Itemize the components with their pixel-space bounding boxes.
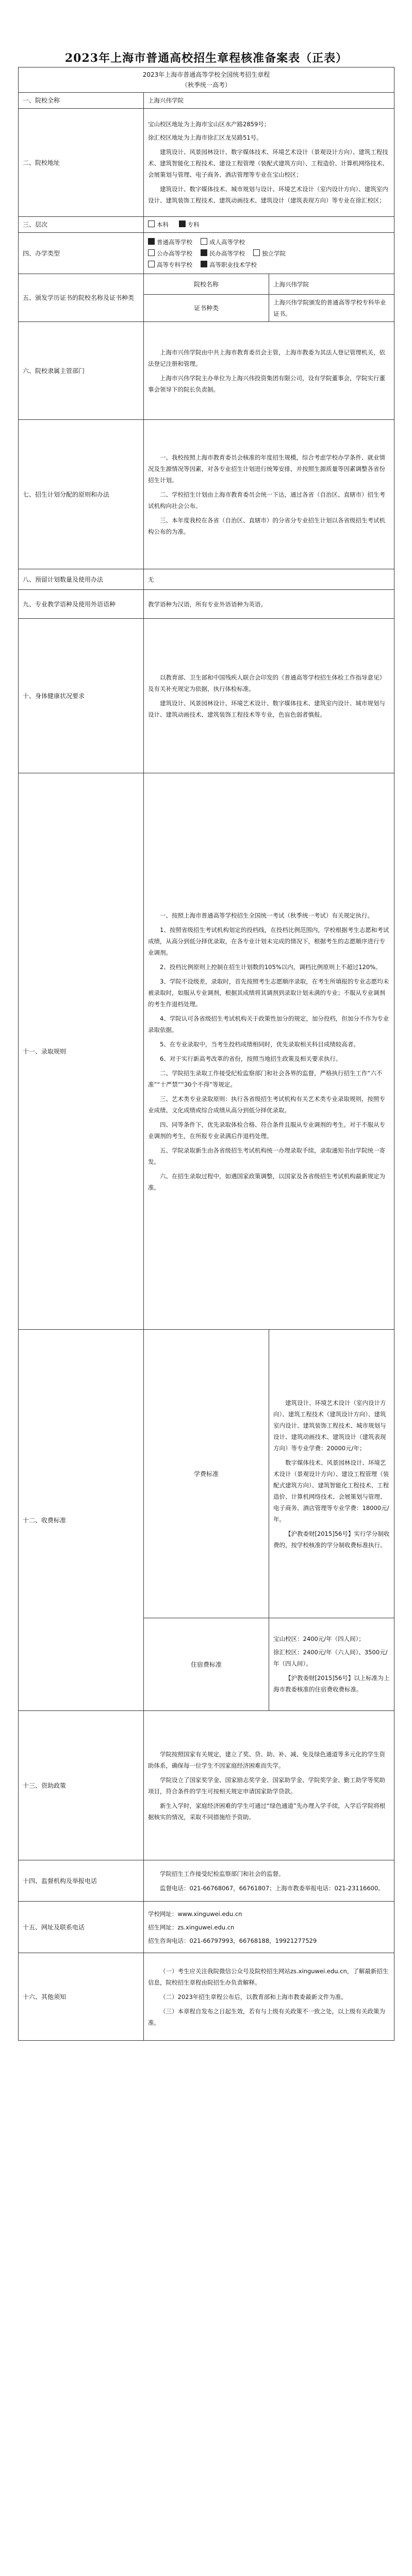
address-para: 建筑设计、数字媒体技术、城市规划与设计、环境艺术设计（室内设计方向）、建筑室内设计、建筑装饰工程技术、建筑动画技术、建筑设计（建筑表现方向）等专业在徐汇校区； [148, 185, 388, 204]
aid-para: 新生入学时，家庭经济困难的学生可通过“绿色通道”先办理入学手续，入学后学院将根据核实的情况，采取不同措施给予资助。 [148, 1802, 386, 1821]
value-reserve: 无 [144, 569, 394, 590]
value-school-name: 上海兴伟学院 [144, 93, 394, 109]
tuition-para: 数字媒体技术、风景园林设计、环境艺术设计（景观设计方向）、建设工程管理（装配式建筑方向）、建筑智能化工程技术、工程造价、计算机网络技术、会展策划与管理、电子商务、酒店管理等专业学费：18000元/年。 [273, 1459, 389, 1523]
header-line-2: （秋季统一高考） [181, 81, 231, 89]
aid-para: 学院按照国家有关规定，建立了奖、贷、助、补、减、免及绿色通道等多元化的学生资助体系，确保每一位学生不因家庭经济困难而失学。 [148, 1750, 385, 1769]
aid-para: 学院设立了国家奖学金、国家励志奖学金、国家助学金、学院奖学金、勤工助学等奖助项目，符合条件的学生可按相关规定申请国家助学贷款。 [148, 1776, 385, 1795]
label-school-name: 一、院校全称 [19, 93, 144, 109]
admission-para: 1、按照省级招生考试机构划定的投档线，在投档比例范围内，学校根据考生志愿和考试成绩，从高分到低分择优录取，在各专业计划未完成的情况下，根据考生的志愿顺序进行专业调剂。 [148, 926, 389, 956]
value-nature [144, 233, 394, 274]
address-para: 宝山校区地址为上海市宝山区水产路2859号； [148, 120, 270, 128]
contact-line: 学校网址：www.xinguwei.edu.cn [148, 1910, 242, 1918]
label-supervision: 十四、监督机构及举报电话 [19, 1860, 144, 1902]
admission-para: 3、学院不设级差，录取时，首先按照考生志愿顺序录取，在考生所填报的专业志愿均未被录取时，如服从专业调剂，根据其成绩将其调剂到录取计划未满的专业；不服从专业调剂的考生作退档处理。 [148, 977, 389, 1008]
label-nature: 四、办学类型 [19, 233, 144, 274]
supervisor-para: 上海市兴伟学院主办单位为上海兴伟投资集团有限公司，设有学院董事会，学院实行董事会领导下的院长负责制。 [148, 374, 385, 393]
admission-para: 4、学院认可各省级招生考试机构关于政策性加分的规定，加分投档，但加分不作为专业录取依据。 [148, 1014, 389, 1033]
label-aid: 十三、资助政策 [19, 1711, 144, 1860]
dorm-para: 徐汇校区：2400元/年（六人间）、3500元/年（四人间）。 [273, 1648, 388, 1667]
contact-line: 招生网址：zs.xinguwei.edu.cn [148, 1923, 235, 1931]
tuition-para: 建筑设计、环境艺术设计（室内设计方向）、建筑工程技术（建筑设计方向）、建筑室内设计、建筑装饰工程技术、城市规划与设计、建筑动画技术、建筑设计（建筑表现方向）等专业学费：20000元/年； [273, 1399, 386, 1452]
table-header [19, 67, 394, 93]
value-level [144, 217, 394, 233]
admission-para: 六、在招生录取过程中，如遇国家政策调整，以国家及各省级招生考试机构最新规定为准。 [148, 1172, 385, 1191]
admission-para: 6、对于实行新高考改革的省份，按照当地招生政策及相关要求执行。 [160, 1055, 342, 1062]
label-dorm: 住宿费标准 [144, 1618, 269, 1711]
label-foreign-language: 九、专业教学语种及使用外语语种 [19, 590, 144, 619]
checkbox-vocational: 高等职业技术学校 [201, 259, 257, 270]
label-cert-type: 证书种类 [144, 295, 269, 322]
checkbox-independent: 独立学院 [253, 248, 286, 259]
unchecked-box-icon [148, 221, 155, 227]
address-para: 建筑设计、风景园林设计、数字媒体技术、环境艺术设计（景观设计方向）、建筑工程技术、建筑智能化工程技术、建设工程管理（装配式建筑方向）、工程造价、计算机网络技术、会展策划与管理、电子商务、酒店管理等专业在宝山校区； [148, 148, 388, 178]
checkbox-adult-hei: 成人高等学校 [201, 236, 245, 248]
admission-para: 五、学院录取新生由各省级招生考试机构统一办理录取手续，录取通知书由学院统一寄发。 [148, 1146, 385, 1165]
label-cooperation: 五、颁发学历证书的院校名称及证书种类 [19, 274, 144, 322]
value-foreign-language: 教学语种为汉语，所有专业外语语种为英语。 [144, 590, 394, 619]
label-contact: 十五、网址及联系电话 [19, 1902, 144, 1953]
supervision-para: 监督电话：021-66768067，66761807；上海市教委举报电话：021-23116600。 [160, 1884, 384, 1892]
value-contact [144, 1902, 394, 1953]
checkbox-junior-college: 高等专科学校 [148, 259, 192, 270]
checked-box-icon [148, 238, 155, 245]
document-title: 2023年上海市普通高校招生章程核准备案表（正表） [64, 52, 348, 65]
header-line-1: 2023年上海市普通高等学校全国统考招生章程 [142, 71, 270, 78]
value-aid [144, 1711, 394, 1860]
tuition-para: 【沪教委财[2015]56号】实行学分制收费的，按学校核准的学分制收费标准执行。 [273, 1530, 390, 1549]
dorm-para: 宝山校区：2400元/年（四人间）； [273, 1635, 365, 1642]
admission-para: 5、在专业录取中，当考生投档成绩相同时，优先录取相关科目成绩较高者。 [160, 1040, 359, 1048]
health-para: 以教育部、卫生部和中国残疾人联合会印发的《普通高等学校招生体检工作指导意见》及有关补充规定为依据，执行体检标准。 [148, 673, 385, 692]
dorm-para: 【沪教委财[2015]56号】以上标准为上海市教委核准的住宿费收费标准。 [273, 1674, 390, 1693]
value-health [144, 619, 394, 773]
supervisor-para: 上海市兴伟学院由中共上海市教育委员会主管，上海市教委为其法人登记管理机关，依法登记注册和管理。 [148, 348, 385, 367]
other-para: （一）考生应关注我院微信公众号及院校招生网站zs.xinguwei.edu.cn，了解最新招生信息，院校招生章程由院招生办负责解释。 [148, 1967, 389, 1986]
label-level: 三、层次 [19, 217, 144, 233]
label-plan: 七、招生计划分配的原则和办法 [19, 420, 144, 569]
contact-line: 招生咨询电话：021-66797993，66768188，19921277529 [148, 1937, 317, 1944]
checkbox-public: 公办高等学校 [148, 248, 192, 259]
admission-para: 2、投档比例原则上控制在招生计划数的105%以内，调档比例原则上不超过120%。 [160, 963, 382, 971]
checkbox-regular-hei: 普通高等学校 [148, 236, 192, 248]
plan-para: 一、我校按照上海市教育委员会核准的年度招生规模，综合考虑学校办学条件、就业情况及生源情况等因素，对各专业招生计划进行统筹安排，并按照生源质量等因素调整各省份招生计划。 [148, 453, 385, 484]
label-other: 十六、其他须知 [19, 1953, 144, 2041]
checked-box-icon [179, 221, 186, 227]
label-reserve: 八、预留计划数量及使用办法 [19, 569, 144, 590]
value-admission [144, 773, 394, 1330]
checked-box-icon [201, 249, 207, 256]
unchecked-box-icon [253, 249, 260, 256]
unchecked-box-icon [148, 261, 155, 267]
unchecked-box-icon [201, 238, 207, 245]
value-tuition [269, 1330, 394, 1618]
label-supervisor: 六、院校隶属主管部门 [19, 322, 144, 420]
plan-para: 二、学校招生计划由上海市教育委员会统一下达，通过各省（自治区、直辖市）招生考试机构向社会公布。 [148, 490, 385, 510]
unchecked-box-icon [148, 249, 155, 256]
label-admission: 十一、录取规则 [19, 773, 144, 1330]
admission-para: 三、艺术类专业录取原则：执行各省级招生考试机构有关艺术类专业录取规则，按照专业成绩、文化成绩或综合成绩从高分到低分择优录取。 [148, 1095, 385, 1114]
health-para: 建筑设计、风景园林设计、环境艺术设计、数字媒体技术、建筑室内设计、城市规划与设计、建筑动画技术、建筑装饰工程技术等专业，色盲色弱者慎报。 [148, 699, 385, 718]
admission-para: 四、同等条件下，优先录取体检合格、符合条件且服从专业调剂的考生。对于不服从专业调剂的考生，在所报专业录满后作退档处理。 [148, 1121, 385, 1140]
filing-table [18, 67, 394, 2041]
value-cert-type: 上海兴伟学院颁发的普通高等学校专科毕业证书。 [269, 295, 394, 322]
label-cert-school: 院校名称 [144, 274, 269, 295]
value-cert-school: 上海兴伟学院 [269, 274, 394, 295]
value-dorm [269, 1618, 394, 1711]
value-other [144, 1953, 394, 2041]
value-plan [144, 420, 394, 569]
supervision-para: 学院招生工作接受纪检监察部门和社会的监督。 [160, 1870, 285, 1877]
admission-para: 二、学院招生录取工作接受纪检监察部门和社会各界的监督，严格执行招生工作“六不准”“十严禁”“30个不得”等规定。 [148, 1069, 383, 1088]
value-supervisor [144, 322, 394, 420]
checked-box-icon [201, 261, 207, 267]
label-fees: 十二、收费标准 [19, 1330, 144, 1711]
label-tuition: 学费标准 [144, 1330, 269, 1618]
label-address: 二、院校地址 [19, 109, 144, 217]
address-para: 徐汇校区地址为上海市徐汇区龙吴路51号。 [148, 133, 262, 141]
checkbox-private: 民办高等学校 [201, 248, 245, 259]
other-para: （二）2023年招生章程公布后，以教育部和上海市教委最新文件为准。 [160, 1993, 347, 2001]
other-para: （三）本章程自发布之日起生效，若有与上级有关政策不一致之处，以上级有关政策为准。 [148, 2007, 385, 2026]
label-health: 十、身体健康状况要求 [19, 619, 144, 773]
plan-para: 三、本年度我校在各省（自治区、直辖市）的分省分专业招生计划以各省级招生考试机构公布的为准。 [148, 516, 385, 535]
value-supervision [144, 1860, 394, 1902]
admission-para: 一、按照上海市普通高等学校招生全国统一考试（秋季统一考试）有关规定执行。 [160, 911, 373, 919]
checkbox-undergraduate: 本科 [148, 219, 169, 230]
value-address [144, 109, 394, 217]
checkbox-college: 专科 [179, 219, 200, 230]
